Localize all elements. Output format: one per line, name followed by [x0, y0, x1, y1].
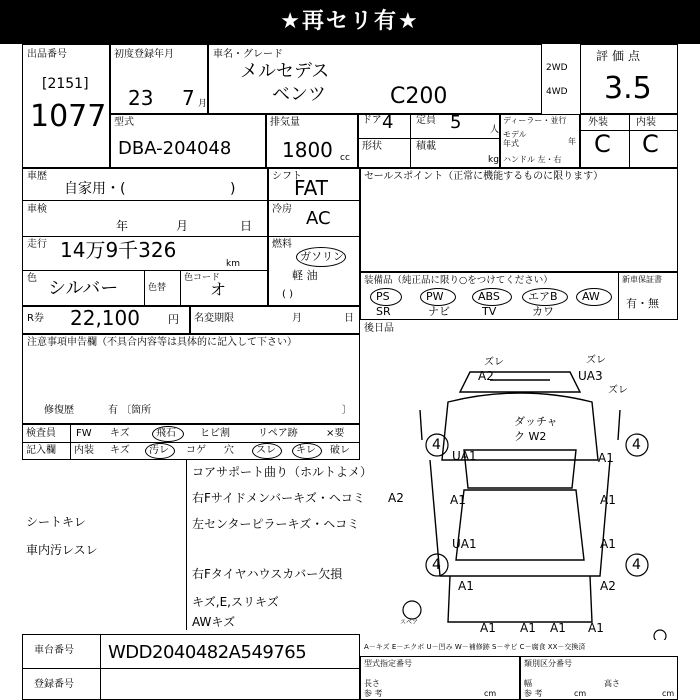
diag-mark-5: 4: [632, 437, 641, 453]
load-label: 積載: [416, 141, 436, 152]
registration-month-unit: 月: [198, 99, 208, 109]
equip-navi: ナビ: [428, 305, 450, 318]
shift-value: FAT: [294, 176, 329, 200]
inspector-label-1: 検査員: [26, 428, 56, 439]
name-change-label: 名変期限: [194, 313, 234, 324]
model-year-label: モデル 年式: [503, 130, 527, 148]
lot-number: 1077: [30, 99, 107, 134]
equip-leather: カワ: [532, 305, 554, 318]
car-grade: C200: [390, 84, 448, 109]
equip-pw: PW: [426, 290, 444, 303]
insp-stone: 飛石: [156, 428, 176, 439]
equip-tv: TV: [482, 305, 497, 318]
interior-note-1: シートキレ: [26, 515, 86, 529]
repair-close: 〕: [342, 405, 352, 416]
inspector-note-4: 右Fタイヤハウスカバー欠損: [192, 567, 343, 581]
inspector-note-6: AWキズ: [192, 615, 236, 629]
insp-cut: キレ: [296, 445, 316, 456]
ac-label: 冷房: [272, 204, 292, 215]
interior-grade: C: [642, 130, 659, 158]
equip-abs: ABS: [478, 290, 500, 303]
lot-sub: [2151]: [42, 76, 89, 92]
diag-mark-17: A1: [480, 621, 496, 635]
inspector-label-2: 記入欄: [26, 445, 56, 456]
cm-label-1: cm: [484, 689, 497, 698]
insp-hole: 穴: [224, 445, 234, 456]
sales-points-box: [360, 168, 678, 272]
diag-mark-3: ダッチャク W2: [514, 415, 558, 443]
diag-mark-11: A1: [600, 493, 616, 507]
score-label: 評価点: [596, 49, 645, 63]
car-name-line1: メルセデス: [240, 61, 330, 82]
name-change-month: 月: [292, 313, 302, 324]
fuel-label: 燃料: [272, 239, 292, 250]
mileage-unit: km: [226, 259, 240, 269]
diag-note-2: ズレ: [586, 355, 606, 366]
recycle-value: 22,100: [70, 306, 140, 330]
class-label: 類別区分番号: [524, 659, 572, 668]
repair-label: 修復歴: [44, 405, 74, 416]
equip-aw: AW: [582, 290, 600, 303]
insp-burn: コゲ: [186, 445, 206, 456]
score-value: 3.5: [604, 71, 652, 106]
load-unit: kg: [488, 155, 499, 165]
doors-value: 4: [382, 112, 394, 133]
height-label: 高さ: [604, 679, 620, 688]
color-change-label: 色替: [148, 283, 167, 293]
back-seat-label: 後日品: [364, 323, 394, 334]
insp-interior: 内装: [74, 445, 94, 456]
diag-mark-15: A1: [458, 579, 474, 593]
equip-airbag: エアB: [528, 290, 558, 303]
exterior-label: 外装: [588, 117, 608, 128]
ref-label-2: 参 考: [524, 689, 543, 698]
color-value: シルバー: [48, 278, 119, 299]
insp-dirt: 汚レ: [149, 445, 169, 456]
model-value: DBA-204048: [118, 138, 232, 159]
insp-repair: リペア跡: [258, 428, 298, 439]
fuel-diesel: 軽 油: [292, 269, 318, 282]
diag-spare: スペア: [400, 619, 419, 626]
inspection-day: 日: [240, 219, 253, 233]
diag-mark-7: A1: [598, 451, 614, 465]
equip-sr: SR: [376, 305, 391, 318]
diag-mark-2: UA3: [578, 369, 603, 383]
chassis-value: WDD2040482A549765: [108, 642, 307, 663]
shift-label: シフト: [272, 171, 302, 182]
insp-required: ×要: [326, 428, 345, 439]
diag-legend: A－キズ E－エクボ U－凹み W－補修跡 S－サビ C－腐食 XX－交換済: [364, 643, 586, 651]
equip-ps: PS: [376, 290, 390, 303]
diag-mark-20: A1: [588, 621, 604, 635]
history-value: 自家用・(: [64, 181, 126, 197]
dealer-label: ディーラー・並行: [503, 116, 567, 125]
cm-label-3: cm: [662, 689, 675, 698]
lot-label: 出品番号: [27, 49, 67, 60]
inspector-note-5: キズ,E,スリキズ: [192, 595, 279, 609]
history-close: ): [230, 181, 236, 197]
displacement-unit: cc: [340, 153, 350, 163]
warranty-label: 新車保証書: [622, 275, 662, 284]
inspector-note-2: 右Fサイドメンバーキズ・ヘコミ: [192, 491, 365, 505]
ac-value: AC: [306, 208, 331, 229]
inspection-month: 月: [176, 219, 189, 233]
history-label: 車歴: [27, 171, 47, 182]
registration-label: 初度登録年月: [114, 49, 174, 60]
mileage-value: 14万9千326: [60, 238, 177, 262]
recycle-label: R券: [27, 313, 44, 324]
insp-int-scratch: キズ: [110, 445, 130, 456]
color-code-value: オ: [210, 280, 227, 299]
insp-crack: ヒビ割: [200, 428, 230, 439]
diag-note-1: ズレ: [484, 357, 504, 368]
model-year-unit: 年: [568, 137, 576, 146]
insp-tear: 破レ: [330, 445, 350, 456]
diag-note-3: ズレ: [608, 385, 628, 396]
diag-mark-19: A1: [550, 621, 566, 635]
exterior-grade: C: [594, 130, 611, 158]
capacity-unit: 人: [490, 125, 500, 135]
handle-label: ハンドル 左・右: [503, 155, 562, 164]
warranty-value: 有・無: [626, 297, 659, 310]
diag-mark-12: A1: [600, 537, 616, 551]
diag-mark-9: A1: [450, 493, 466, 507]
interior-note-2: 車内汚レスレ: [26, 543, 98, 557]
diag-mark-8: A2: [388, 491, 404, 505]
notes-label: 注意事項申告欄（不具合内容等は具体的に記入して下さい）: [27, 337, 297, 348]
inspection-label: 車検: [27, 204, 47, 215]
shape-label: 形状: [362, 141, 382, 152]
length-label: 長さ: [364, 679, 380, 688]
interior-label: 内装: [636, 117, 656, 128]
inspection-year: 年: [116, 219, 129, 233]
model-label: 型式: [114, 117, 134, 128]
width-label: 幅: [524, 679, 532, 688]
inspector-note-1: コアサポート曲り（ホルトよメ）: [192, 465, 373, 479]
relist-banner: ★再セリ有★: [0, 0, 700, 44]
mileage-label: 走行: [27, 239, 47, 250]
diag-mark-16: A2: [600, 579, 616, 593]
doors-label: ドア: [362, 115, 382, 126]
car-name-label: 車名・グレード: [213, 49, 283, 60]
name-change-day: 日: [344, 313, 354, 324]
color-code-label: 色コード: [184, 273, 221, 283]
capacity-label: 定員: [416, 115, 436, 126]
insp-fw: FW: [76, 428, 92, 439]
diag-mark-18: A1: [520, 621, 536, 635]
registration-year: 23: [128, 86, 154, 110]
diag-mark-13: 4: [432, 557, 441, 573]
fuel-gas: ガソリン: [300, 250, 344, 263]
diag-mark-6: UA1: [452, 449, 477, 463]
ref-label-1: 参 考: [364, 689, 383, 698]
sales-points-label: セールスポイント（正常に機能するものに限ります）: [364, 171, 604, 182]
diag-mark-14: 4: [632, 557, 641, 573]
capacity-value: 5: [450, 112, 462, 133]
displacement-label: 排気量: [270, 117, 300, 128]
color-label: 色: [27, 273, 37, 284]
diag-mark-4: 4: [432, 437, 441, 453]
damage-diagram: [360, 340, 678, 640]
insp-scratch: キズ: [110, 428, 130, 439]
type-spec-label: 型式指定番号: [364, 659, 412, 668]
insp-wear: スレ: [256, 445, 276, 456]
diag-mark-10: UA1: [452, 537, 477, 551]
chassis-label: 車台番号: [34, 645, 74, 656]
inspector-note-3: 左センターピラーキズ・ヘコミ: [192, 517, 360, 531]
diag-mark-1: A2: [478, 369, 494, 383]
displacement-value: 1800: [282, 138, 333, 162]
car-name-line2: ベンツ: [272, 84, 326, 105]
recycle-unit: 円: [168, 313, 179, 326]
registration-month: 7: [182, 86, 195, 110]
drive-2wd: 2WD: [546, 63, 568, 73]
cm-label-2: cm: [574, 689, 587, 698]
repair-value: 有 〔箇所: [108, 405, 152, 416]
equipment-label: 装備品（純正品に限り○をつけてください）: [364, 275, 553, 286]
reg-number-label: 登録番号: [34, 679, 74, 690]
fuel-other: ( ): [282, 289, 293, 300]
drive-4wd: 4WD: [546, 87, 568, 97]
